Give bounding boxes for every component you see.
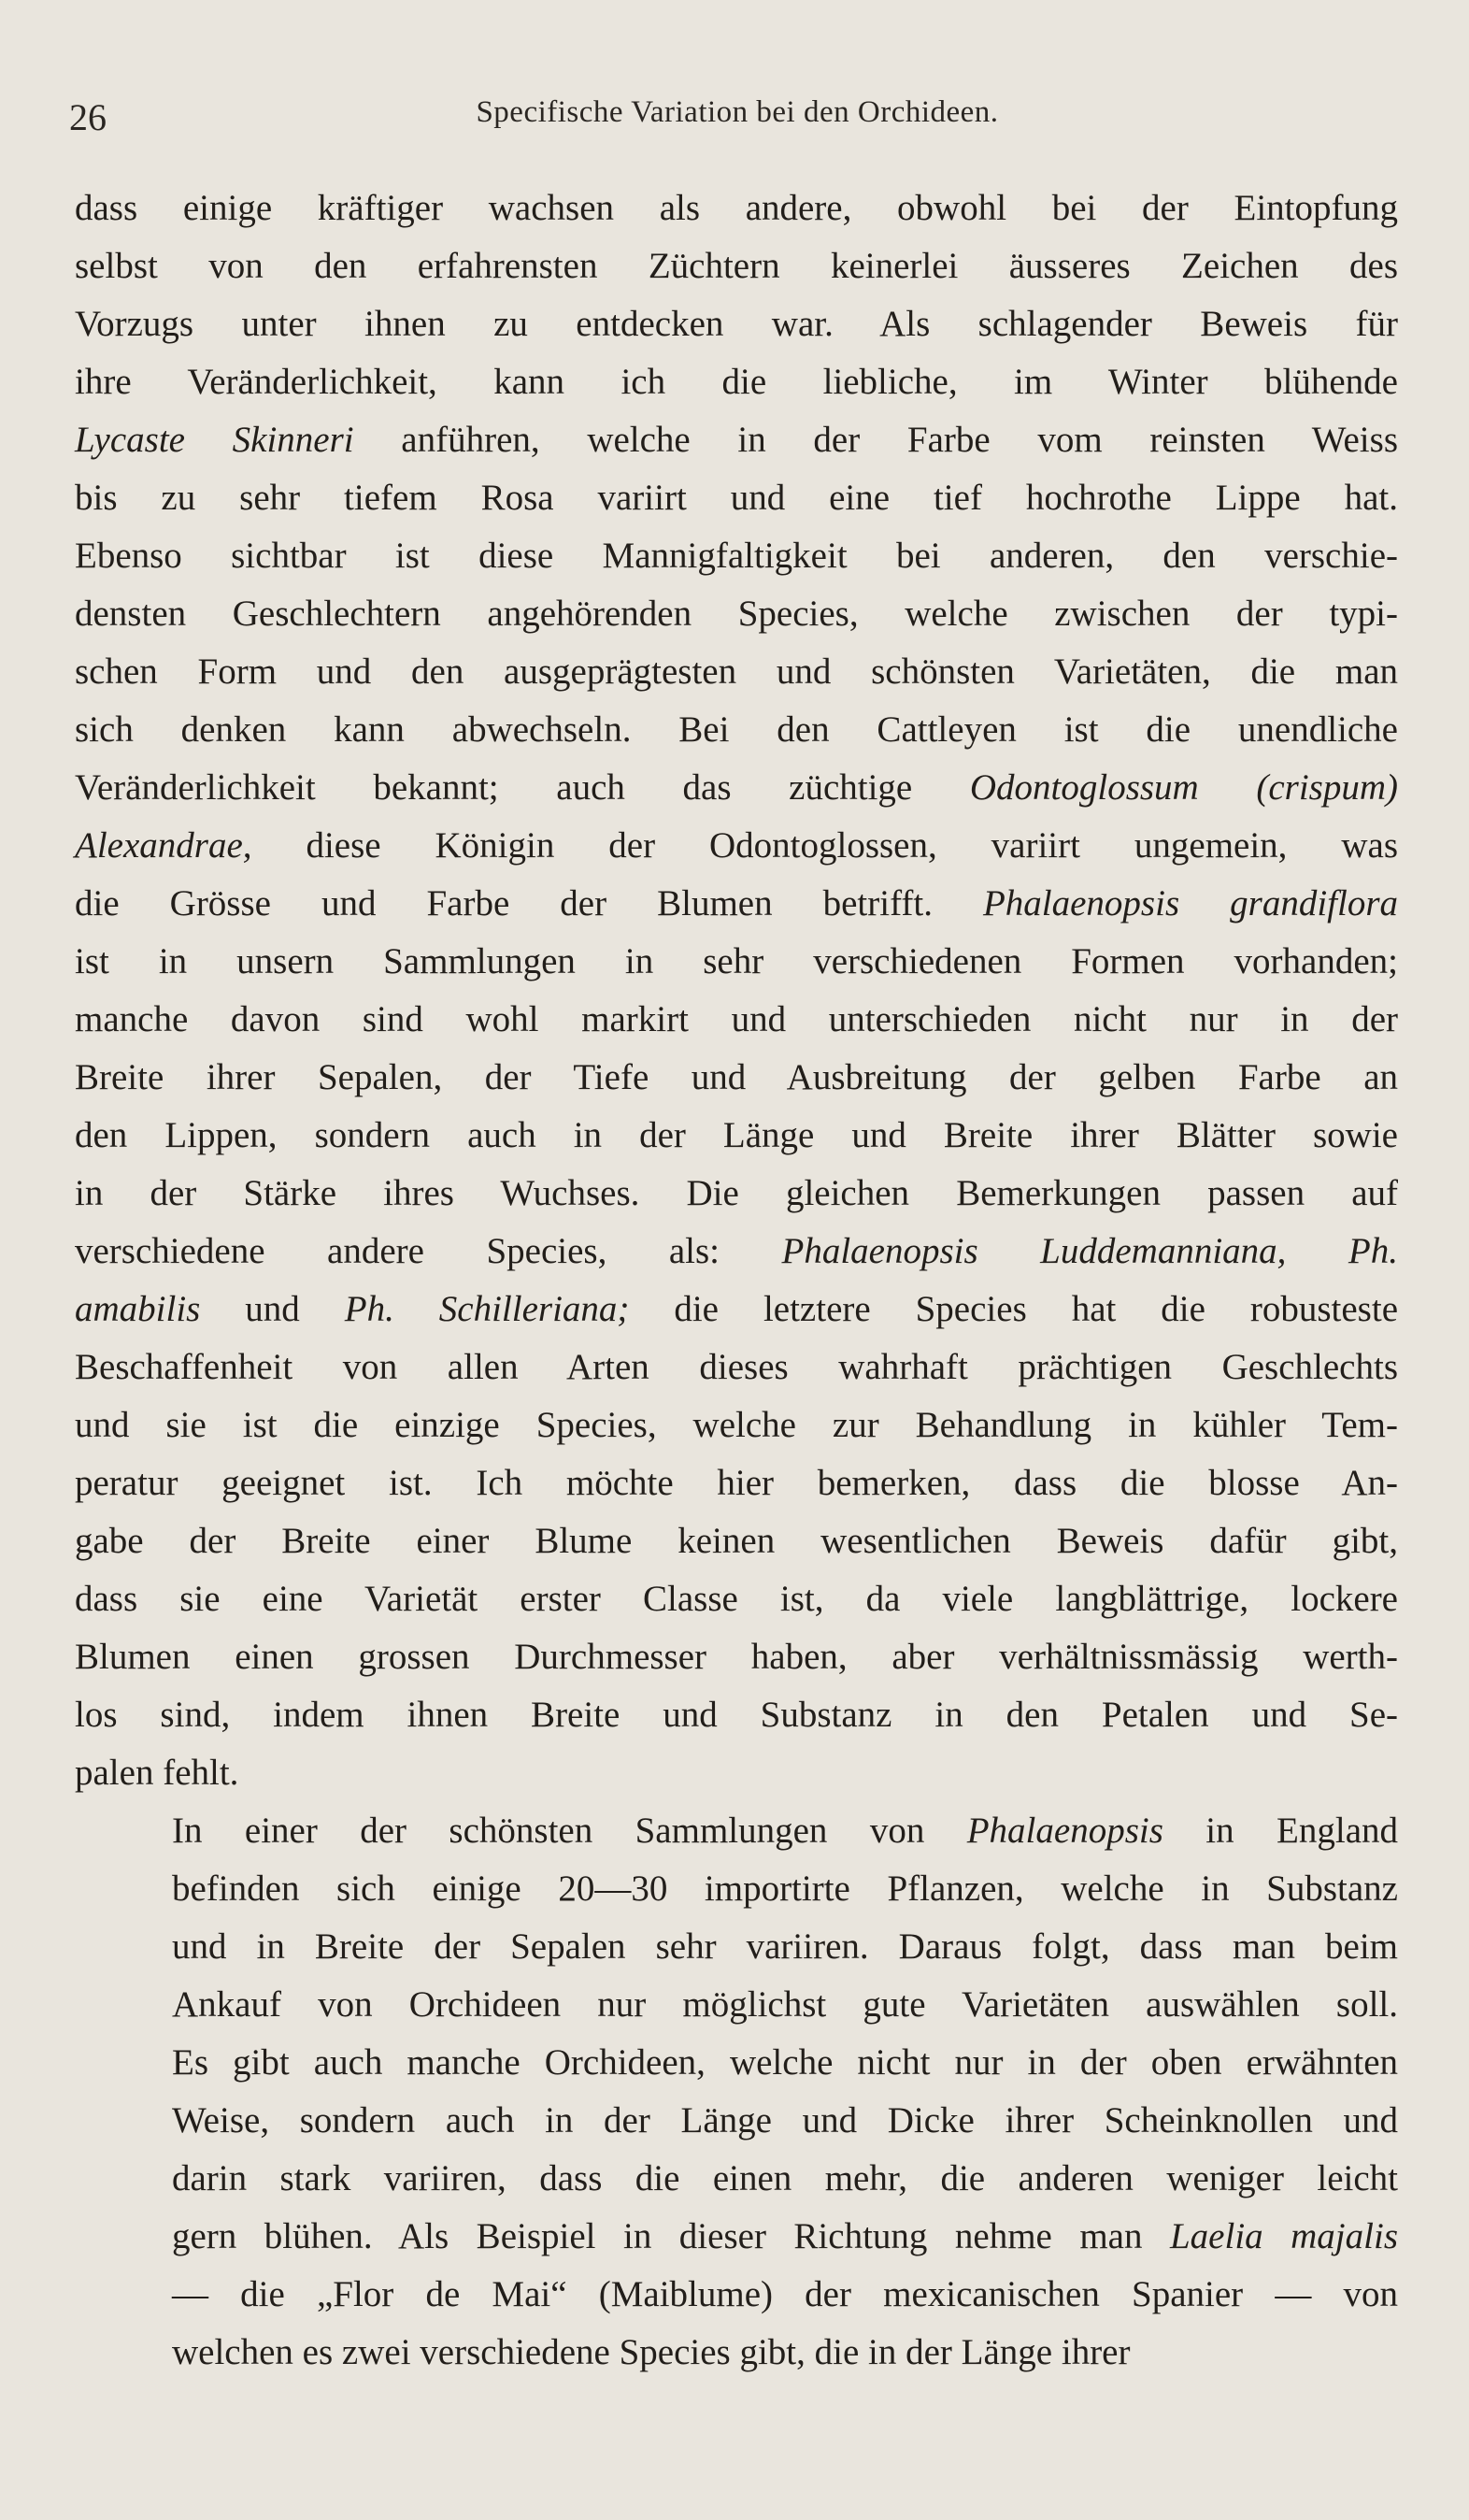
paragraph [75, 179, 1398, 1802]
text-segment: welchen es zwei verschiedene Species gibt, die in der Länge ihrer [172, 2332, 1131, 2372]
text-segment: dass einige kräftiger wachsen als andere, obwohl bei der Eintopfung [75, 188, 1398, 228]
text-segment: schen Form und den ausgeprägtesten und schönsten Varietäten, die man [75, 651, 1398, 692]
text-segment: Es gibt auch manche Orchideen, welche nicht nur in der oben erwähnten [172, 2042, 1398, 2083]
italic-species-name: Phalaenopsis Luddemanniana, Ph. [781, 1231, 1398, 1271]
italic-species-name: Lycaste Skinneri [75, 420, 354, 460]
text-segment: anführen, welche in der Farbe vom reinsten Weiss [353, 420, 1398, 460]
text-line [75, 875, 1398, 933]
text-segment: sich denken kann abwechseln. Bei den Cattleyen ist die unendliche [75, 709, 1398, 750]
text-line [75, 701, 1398, 759]
text-line [75, 1454, 1398, 1512]
running-title: Specifische Variation bei den Orchideen. [476, 95, 999, 129]
text-line [75, 1976, 1398, 2034]
italic-species-name: Ph. Schilleriana; [344, 1289, 630, 1329]
text-segment: den Lippen, sondern auch in der Länge und Breite ihrer Blätter sowie [75, 1115, 1398, 1155]
text-segment: Beschaffenheit von allen Arten dieses wahrhaft prächtigen Geschlechts [75, 1347, 1398, 1387]
text-line [75, 2324, 1398, 2382]
text-segment: bis zu sehr tiefem Rosa variirt und eine tief hochrothe Lippe hat. [75, 478, 1398, 518]
italic-species-name: Phalaenopsis [966, 1811, 1163, 1851]
text-line [75, 1049, 1398, 1107]
text-line [75, 2266, 1398, 2324]
text-segment: Vorzugs unter ihnen zu entdecken war. Als schlagender Beweis für [75, 304, 1398, 344]
text-line [75, 1339, 1398, 1396]
body-text [75, 179, 1398, 2382]
text-segment: verschiedene andere Species, als: [75, 1231, 782, 1271]
text-line [75, 179, 1398, 237]
text-segment: peratur geeignet ist. Ich möchte hier bemerken, dass die blosse An- [75, 1463, 1398, 1503]
text-segment: gern blühen. Als Beispiel in dieser Richtung nehme man [172, 2216, 1170, 2256]
text-segment: dass sie eine Varietät erster Classe ist, da viele langblättrige, lockere [75, 1579, 1398, 1619]
text-segment: In einer der schönsten Sammlungen von [172, 1811, 967, 1851]
text-line [75, 469, 1398, 527]
text-segment: und [200, 1289, 345, 1329]
text-line [75, 1802, 1398, 1860]
text-segment: in England [1162, 1811, 1398, 1851]
text-segment: in der Stärke ihres Wuchses. Die gleichen Bemerkungen passen auf [75, 1173, 1398, 1213]
text-line [75, 1686, 1398, 1744]
text-line [75, 2034, 1398, 2092]
text-line [75, 295, 1398, 353]
italic-species-name: Odontoglossum (crispum) [969, 767, 1398, 808]
text-line [75, 759, 1398, 817]
text-line [75, 1396, 1398, 1454]
text-segment: darin stark variiren, dass die einen mehr, die anderen weniger leicht [172, 2158, 1398, 2198]
text-line [75, 1744, 1398, 1802]
text-line [75, 2092, 1398, 2150]
paragraph [75, 1802, 1398, 2382]
text-segment: ist in unsern Sammlungen in sehr verschiedenen Formen vorhanden; [75, 941, 1398, 981]
text-line [75, 237, 1398, 295]
text-segment: Breite ihrer Sepalen, der Tiefe und Ausbreitung der gelben Farbe an [75, 1057, 1398, 1097]
text-segment: diese Königin der Odontoglossen, variirt ungemein, was [251, 825, 1398, 866]
running-head [69, 92, 1405, 148]
text-segment: und in Breite der Sepalen sehr variiren. Daraus folgt, dass man beim [172, 1926, 1398, 1967]
text-line [75, 2150, 1398, 2208]
text-segment: manche davon sind wohl markirt und unterschieden nicht nur in der [75, 999, 1398, 1039]
text-line [75, 411, 1398, 469]
text-segment: Ankauf von Orchideen nur möglichst gute Varietäten auswählen soll. [172, 1984, 1398, 2025]
text-segment: densten Geschlechtern angehörenden Species, welche zwischen der typi- [75, 594, 1398, 634]
text-segment: Blumen einen grossen Durchmesser haben, aber verhältnissmässig werth- [75, 1637, 1398, 1677]
text-line [75, 1570, 1398, 1628]
text-line [75, 1281, 1398, 1339]
text-segment: Weise, sondern auch in der Länge und Dicke ihrer Scheinknollen und [172, 2100, 1398, 2141]
text-line [75, 991, 1398, 1049]
text-segment: und sie ist die einzige Species, welche zur Behandlung in kühler Tem- [75, 1405, 1398, 1445]
text-line [75, 817, 1398, 875]
text-line [75, 2208, 1398, 2266]
text-segment: die Grösse und Farbe der Blumen betrifft. [75, 883, 983, 924]
text-line [75, 933, 1398, 991]
text-line [75, 1165, 1398, 1223]
italic-species-name: Laelia majalis [1169, 2216, 1398, 2256]
text-line [75, 527, 1398, 585]
text-segment: ihre Veränderlichkeit, kann ich die liebliche, im Winter blühende [75, 362, 1398, 402]
text-segment: gabe der Breite einer Blume keinen wesentlichen Beweis dafür gibt, [75, 1521, 1398, 1561]
text-segment: befinden sich einige 20—30 importirte Pflanzen, welche in Substanz [172, 1869, 1398, 1909]
text-segment: die letztere Species hat die robusteste [629, 1289, 1399, 1329]
italic-species-name: Alexandrae, [75, 825, 252, 866]
text-line [75, 1223, 1398, 1281]
text-line [75, 1918, 1398, 1976]
text-segment: palen fehlt. [75, 1753, 239, 1793]
text-segment: Veränderlichkeit bekannt; auch das züchtige [75, 767, 970, 808]
italic-species-name: amabilis [75, 1289, 201, 1329]
text-segment: Ebenso sichtbar ist diese Mannigfaltigkeit bei anderen, den verschie- [75, 536, 1398, 576]
text-segment: — die „Flor de Mai“ (Maiblume) der mexicanischen Spanier — von [172, 2274, 1398, 2314]
page-number: 26 [69, 96, 107, 138]
text-line [75, 1107, 1398, 1165]
text-line [75, 585, 1398, 643]
text-line [75, 1512, 1398, 1570]
text-segment: selbst von den erfahrensten Züchtern keinerlei äusseres Zeichen des [75, 246, 1398, 286]
text-line [75, 1860, 1398, 1918]
text-line [75, 1628, 1398, 1686]
italic-species-name: Phalaenopsis grandiflora [982, 883, 1398, 924]
text-segment: los sind, indem ihnen Breite und Substanz in den Petalen und Se- [75, 1695, 1398, 1735]
text-line [75, 353, 1398, 411]
text-line [75, 643, 1398, 701]
